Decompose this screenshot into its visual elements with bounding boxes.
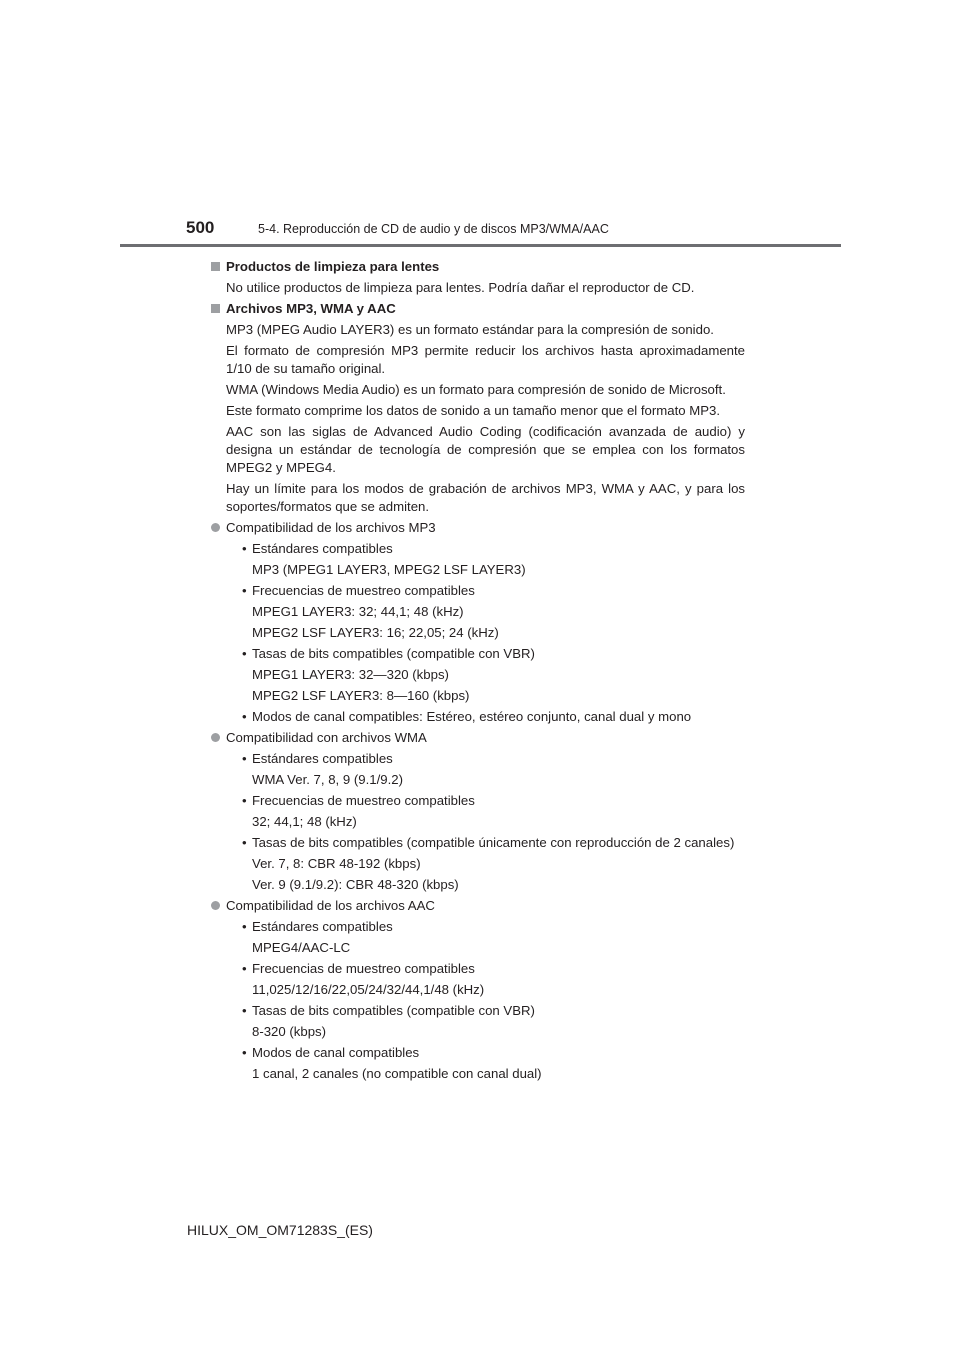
list-item: • Frecuencias de muestreo compatibles bbox=[242, 583, 475, 598]
paragraph: Este formato comprime los datos de sonido a un tamaño menor que el formato MP3. bbox=[226, 403, 721, 418]
list-item-detail: MPEG2 LSF LAYER3: 8—160 (kbps) bbox=[252, 688, 470, 703]
list-item-detail: 32; 44,1; 48 (kHz) bbox=[252, 814, 357, 829]
list-item: • Tasas de bits compatibles (compatible únicamente con reproducción de 2 canales) bbox=[242, 835, 735, 850]
list-item-detail: Ver. 9 (9.1/9.2): CBR 48-320 (kbps) bbox=[252, 877, 459, 892]
list-item-detail: MPEG1 LAYER3: 32; 44,1; 48 (kHz) bbox=[252, 604, 464, 619]
list-item-detail: MPEG1 LAYER3: 32—320 (kbps) bbox=[252, 667, 449, 682]
list-item: • Estándares compatibles bbox=[242, 751, 393, 766]
circle-bullet-icon bbox=[211, 523, 220, 532]
list-item: • Modos de canal compatibles bbox=[242, 1045, 420, 1060]
circle-bullet-icon bbox=[211, 901, 220, 910]
square-bullet-icon bbox=[211, 262, 220, 271]
list-item-detail: MPEG2 LSF LAYER3: 16; 22,05; 24 (kHz) bbox=[252, 625, 499, 640]
list-item-detail: WMA Ver. 7, 8, 9 (9.1/9.2) bbox=[252, 772, 403, 787]
paragraph: El formato de compresión MP3 permite reducir los archivos hasta aproximadamente 1/10 de su tamaño original. bbox=[226, 343, 745, 376]
list-item-detail: 8-320 (kbps) bbox=[252, 1024, 327, 1039]
header-divider bbox=[120, 244, 841, 247]
paragraph: AAC son las siglas de Advanced Audio Coding (codificación avanzada de audio) y designa un estándar de tecnología de compresión que se emplea con los formatos MPEG2 y MPEG4. bbox=[226, 424, 745, 475]
page-content bbox=[210, 255, 745, 1083]
section-title-files: Archivos MP3, WMA y AAC bbox=[210, 300, 745, 318]
list-item: • Modos de canal compatibles: Estéreo, estéreo conjunto, canal dual y mono bbox=[242, 709, 692, 724]
list-item: • Estándares compatibles bbox=[242, 919, 393, 934]
footer-doc-id: HILUX_OM_OM71283S_(ES) bbox=[187, 1222, 373, 1238]
paragraph: WMA (Windows Media Audio) es un formato para compresión de sonido de Microsoft. bbox=[226, 382, 726, 397]
list-item: • Frecuencias de muestreo compatibles bbox=[242, 793, 475, 808]
paragraph: Hay un límite para los modos de grabación de archivos MP3, WMA y AAC, y para los soportes/formatos que se admiten. bbox=[226, 481, 745, 514]
list-item: • Tasas de bits compatibles (compatible con VBR) bbox=[242, 646, 535, 661]
list-item-detail: MP3 (MPEG1 LAYER3, MPEG2 LSF LAYER3) bbox=[252, 562, 526, 577]
mp3-compat-title: Compatibilidad de los archivos MP3 bbox=[210, 519, 745, 537]
list-item-detail: 11,025/12/16/22,05/24/32/44,1/48 (kHz) bbox=[252, 982, 485, 997]
list-item: • Frecuencias de muestreo compatibles bbox=[242, 961, 475, 976]
list-item-detail: 1 canal, 2 canales (no compatible con canal dual) bbox=[252, 1066, 542, 1081]
section-title-lens-cleaners: Productos de limpieza para lentes bbox=[210, 258, 745, 276]
list-item: • Tasas de bits compatibles (compatible con VBR) bbox=[242, 1003, 535, 1018]
aac-compat-title: Compatibilidad de los archivos AAC bbox=[210, 897, 745, 915]
list-item: • Estándares compatibles bbox=[242, 541, 393, 556]
circle-bullet-icon bbox=[211, 733, 220, 742]
square-bullet-icon bbox=[211, 304, 220, 313]
section-header-title: 5-4. Reproducción de CD de audio y de discos MP3/WMA/AAC bbox=[258, 222, 609, 236]
list-item-detail: Ver. 7, 8: CBR 48-192 (kbps) bbox=[252, 856, 421, 871]
wma-compat-title: Compatibilidad con archivos WMA bbox=[210, 729, 745, 747]
paragraph: No utilice productos de limpieza para lentes. Podría dañar el reproductor de CD. bbox=[226, 280, 695, 295]
list-item-detail: MPEG4/AAC-LC bbox=[252, 940, 351, 955]
page-number: 500 bbox=[186, 218, 215, 237]
paragraph: MP3 (MPEG Audio LAYER3) es un formato estándar para la compresión de sonido. bbox=[226, 322, 714, 337]
